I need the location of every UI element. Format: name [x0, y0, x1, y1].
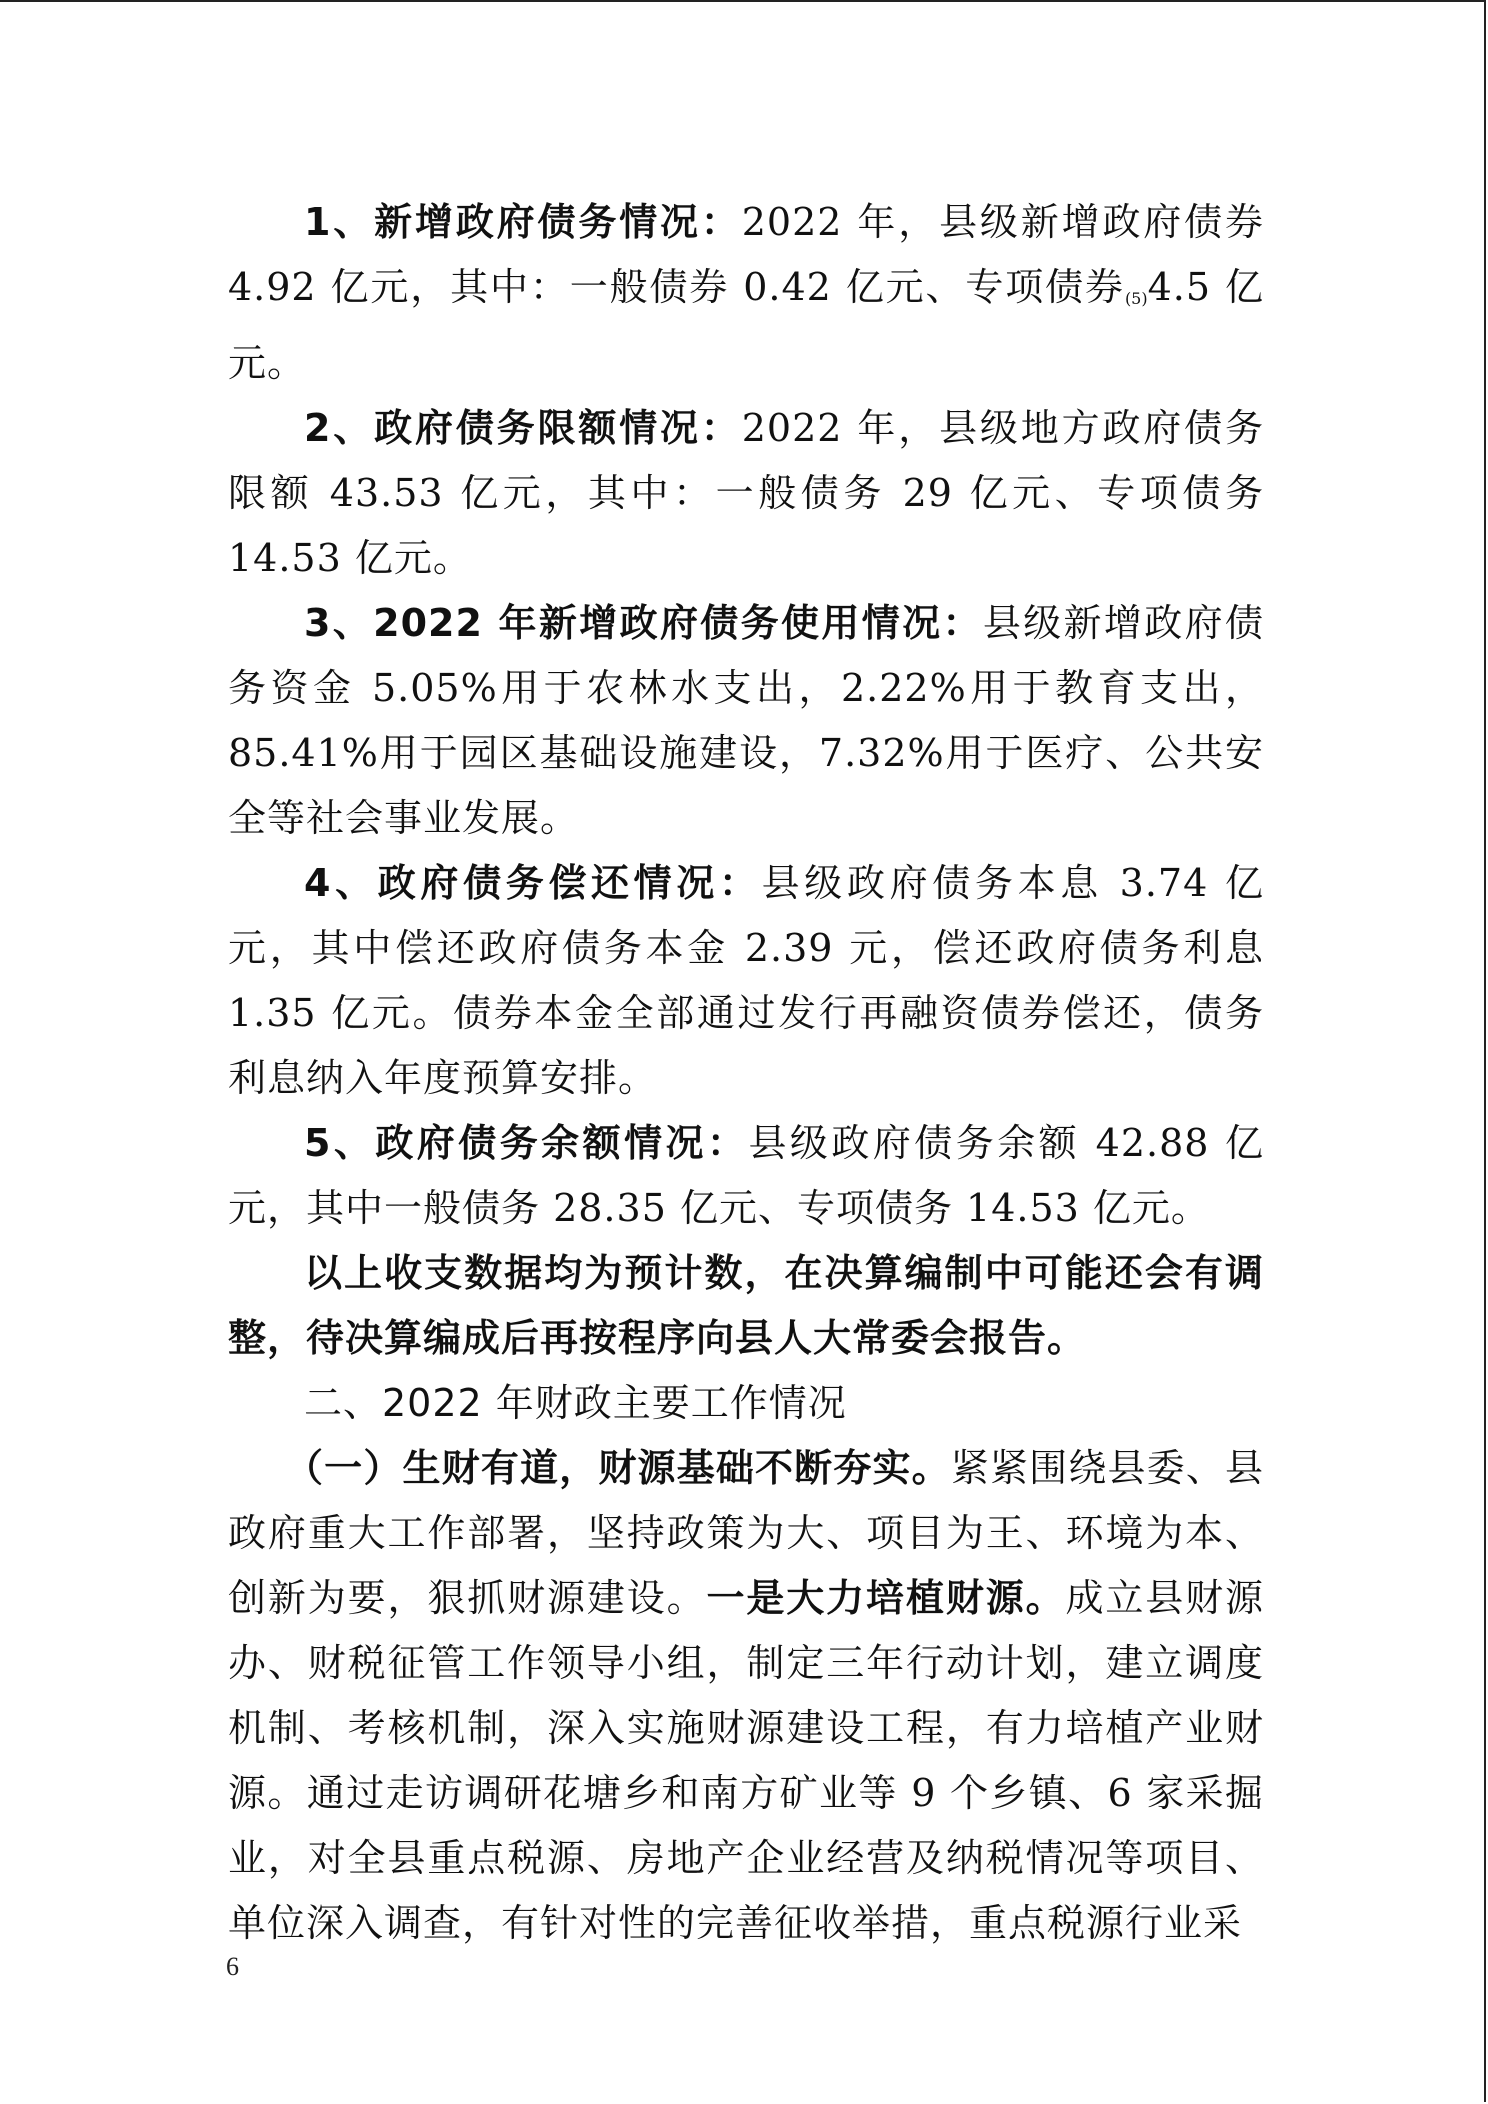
section-bold-b: 一是大力培植财源。	[706, 1576, 1066, 1620]
footnote-marker: (5)	[1124, 289, 1148, 308]
item-2-text: 2022 年，县级地方政府债务限额 43.53 亿元，其中：一般债务 29 亿元、专项债务 14.53 亿元。	[228, 406, 1264, 580]
item-4-heading: 4、政府债务偿还情况：	[304, 861, 762, 905]
item-3-heading: 3、2022 年新增政府债务使用情况：	[304, 601, 983, 645]
item-1-text-a: 2022 年，县级新增政府债券 4.92 亿元，其中：一般债券 0.42 亿元、专项债券	[228, 200, 1264, 309]
note-text: 以上收支数据均为预计数，在决算编制中可能还会有调整，待决算编成后再按程序向县人大常委会报告。	[228, 1251, 1264, 1360]
item-1-text-b: 4.5 亿元。	[228, 265, 1264, 385]
section-text-b: 成立县财源办、财税征管工作领导小组，制定三年行动计划，建立调度机制、考核机制，深入实施财源建设工程，有力培植产业财源。通过走访调研花塘乡和南方矿业等 9 个乡镇、6 家采掘业，对全县重点税源、房地产企业经营及纳税情况等项目、单位深入调查，有针对性的完善征收举措，重点税源行业采	[228, 1576, 1264, 1945]
item-1-heading: 1、新增政府债务情况：	[304, 200, 742, 244]
note-paragraph	[228, 1241, 1264, 1371]
item-5-text: 县级政府债务余额 42.88 亿元，其中一般债务 28.35 亿元、专项债务 14.53 亿元。	[228, 1121, 1264, 1230]
document-body	[228, 190, 1264, 1956]
section-sub-heading: （一）生财有道，财源基础不断夯实。	[285, 1446, 951, 1490]
section-text-a: 紧紧围绕县委、县政府重大工作部署，坚持政策为大、项目为王、环境为本、创新为要，狠抓财源建设。	[228, 1446, 1264, 1620]
item-4-text: 县级政府债务本息 3.74 亿元，其中偿还政府债务本金 2.39 元，偿还政府债务利息 1.35 亿元。债券本金全部通过发行再融资债券偿还，债务利息纳入年度预算安排。	[228, 861, 1264, 1100]
page-number: 6	[226, 1952, 239, 1981]
item-2-paragraph	[228, 396, 1264, 591]
item-5-heading: 5、政府债务余额情况：	[304, 1121, 749, 1165]
item-3-text: 县级新增政府债务资金 5.05%用于农林水支出，2.22%用于教育支出，85.41%用于园区基础设施建设，7.32%用于医疗、公共安全等社会事业发展。	[228, 601, 1264, 840]
item-5-paragraph	[228, 1111, 1264, 1241]
section-paragraph	[228, 1436, 1264, 1956]
item-1-paragraph	[228, 190, 1264, 396]
item-2-heading: 2、政府债务限额情况：	[304, 406, 742, 450]
section-heading: 二、2022 年财政主要工作情况	[304, 1381, 847, 1425]
item-3-paragraph	[228, 591, 1264, 851]
item-4-paragraph	[228, 851, 1264, 1111]
